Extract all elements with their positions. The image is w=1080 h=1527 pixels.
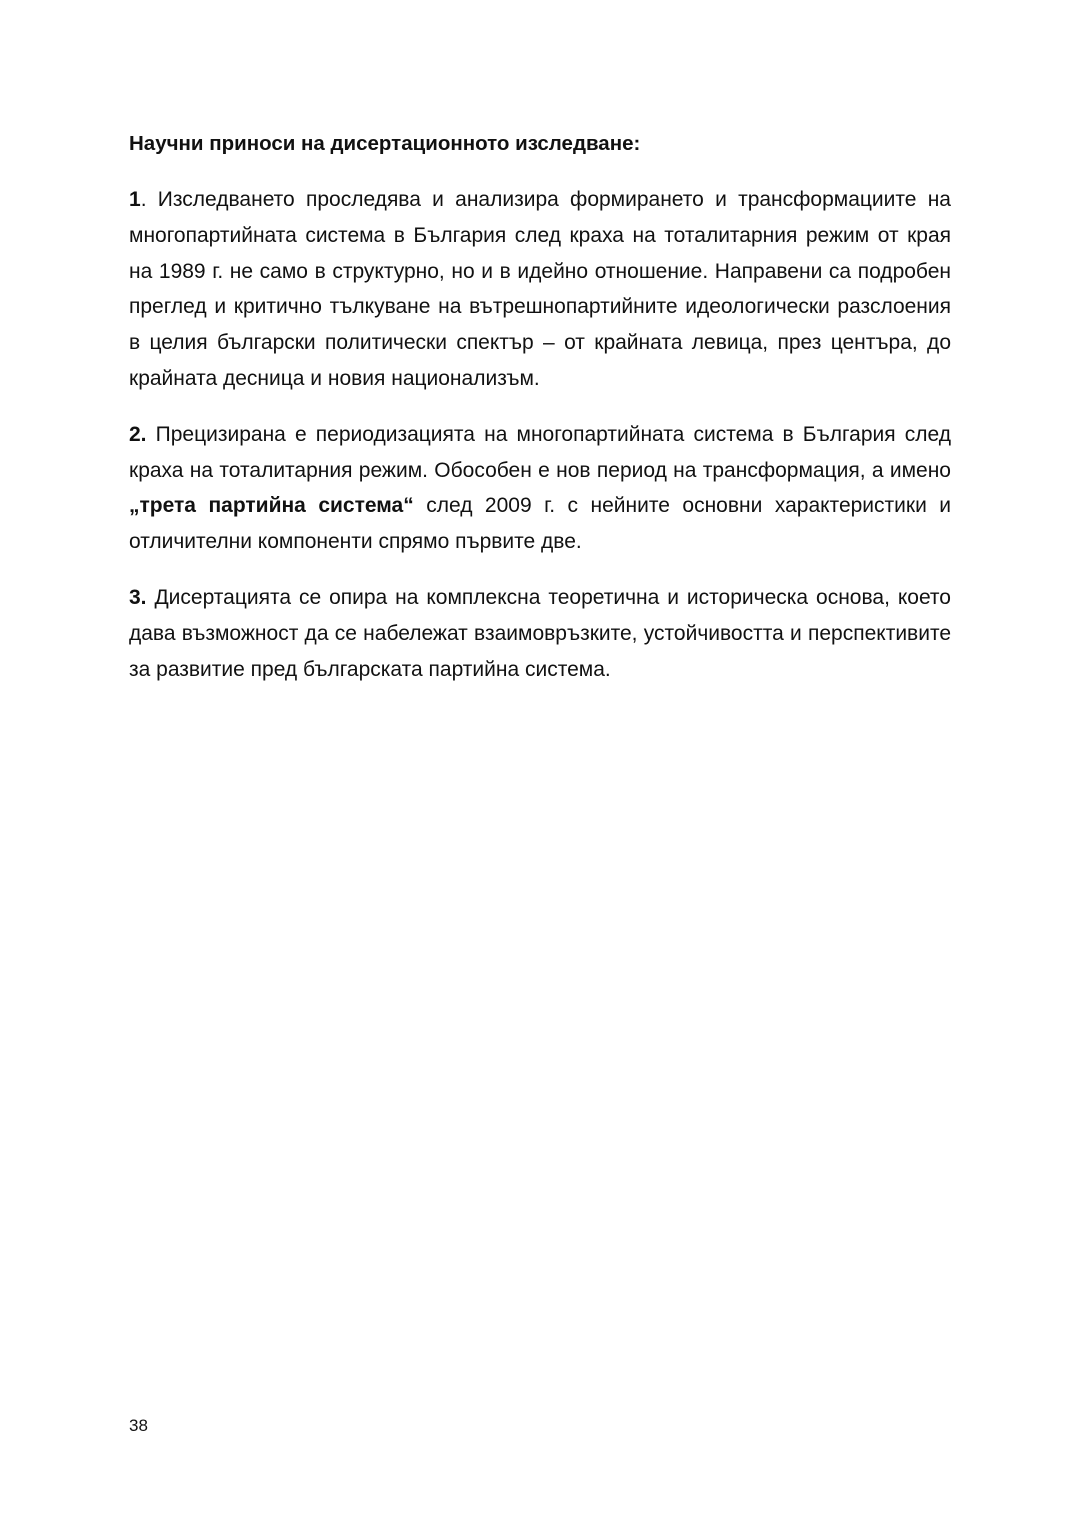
item-number-2: 2. [129,422,147,446]
item-separator-1: . [140,188,147,211]
item-emphasis-2: „трета партийна система“ [129,494,414,518]
contribution-paragraph-1 [129,182,951,397]
page-content [129,128,951,707]
contribution-paragraph-3 [129,580,951,687]
item-number-1: 1 [129,188,141,211]
item-text-2b: след 2009 г. с нейните основни характеристики и отличителни компоненти спрямо първите две. [129,494,952,554]
item-text-1: Изследването проследява и анализира формирането и трансформациите на многопартийната система в България след краха на тоталитарния режим от края на 1989 г. не само в структурно, но и в идейно отношение. Направени са подробен преглед и критично тълкуване на вътрешнопартийните идеологически разслоения в целия български политически спектър – от крайната левица, през центъра, до крайната десница и новия национализъм. [129,188,951,390]
page-number: 38 [129,1416,148,1435]
item-text-3: Дисертацията се опира на комплексна теоретична и историческа основа, което дава възможност да се набележат взаимовръзките, устойчивостта и перспективите за развитие пред българската партийна система. [129,585,951,681]
item-number-3: 3. [129,585,147,609]
section-heading: Научни приноси на дисертационното изследване: [129,132,641,155]
contribution-paragraph-2 [129,417,951,560]
item-text-2a: Прецизирана е периодизацията на многопартийната система в България след краха на тоталитарния режим. Обособен е нов период на трансформация, а имено [129,422,951,482]
